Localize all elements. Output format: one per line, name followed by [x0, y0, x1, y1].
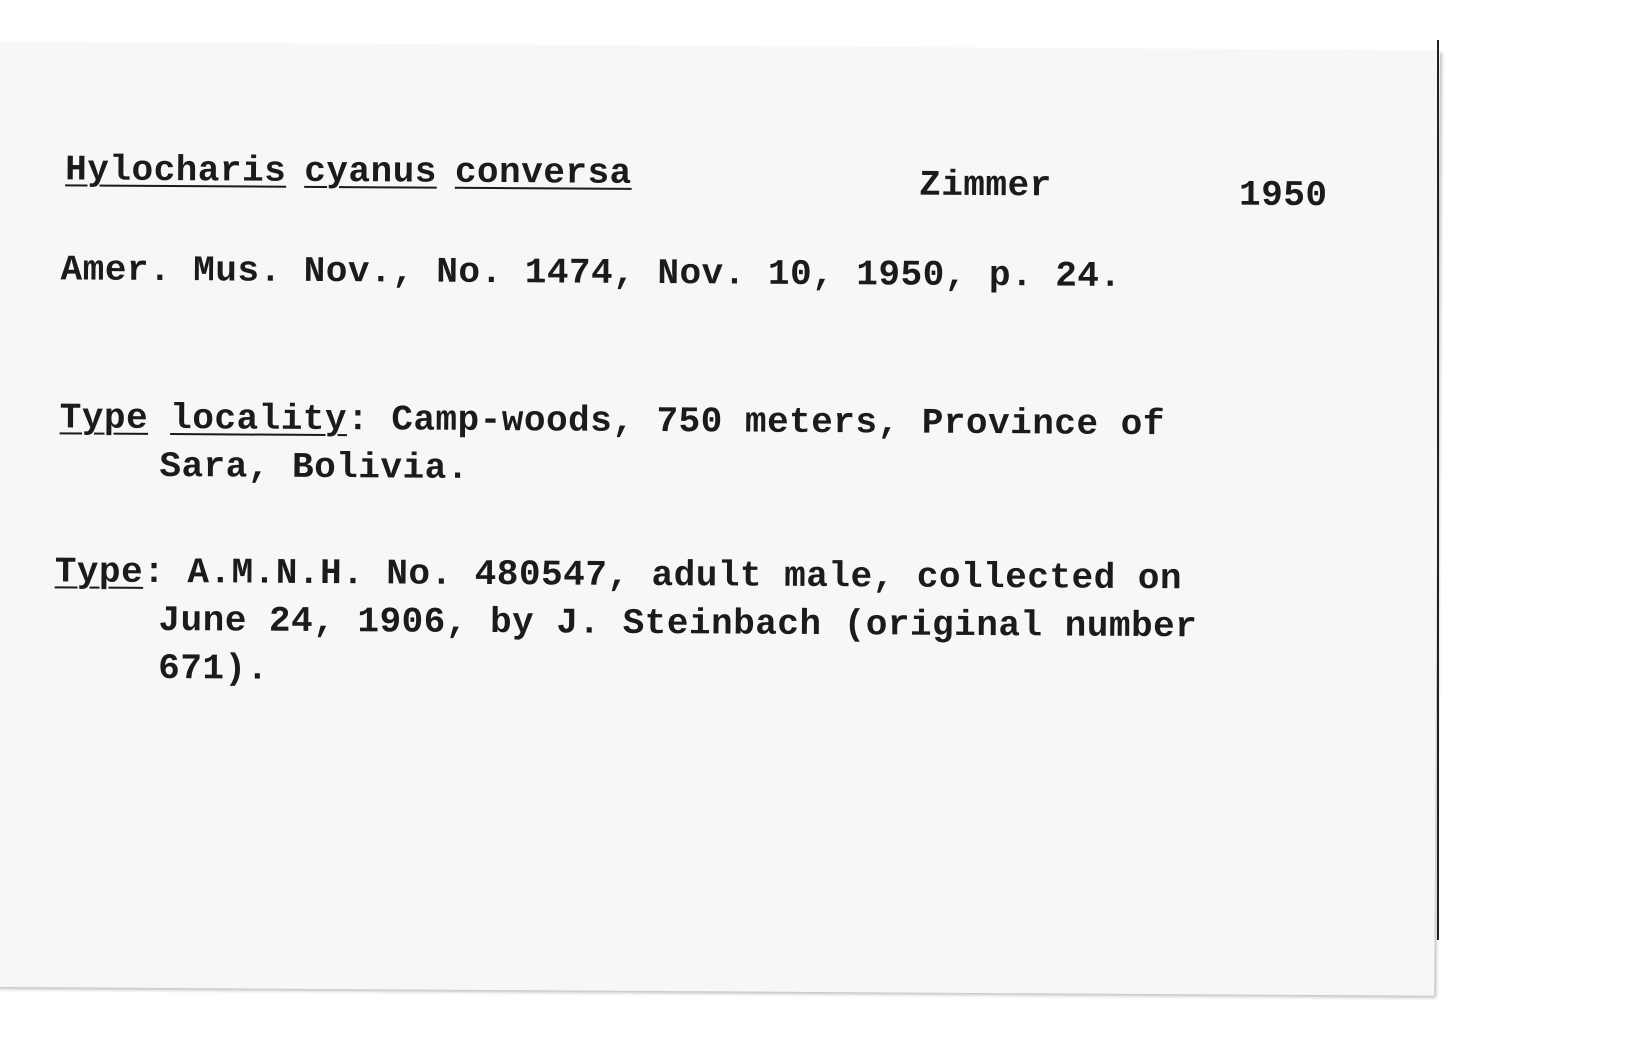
type-locality-separator: : [346, 399, 370, 441]
genus-name: Hylocharis [65, 149, 287, 192]
type-separator: : [143, 551, 166, 594]
taxon-year: 1950 [1238, 174, 1328, 217]
species-name: cyanus [304, 150, 438, 193]
type-specimen-line-3: 671). [158, 647, 269, 690]
index-card [0, 42, 1440, 996]
type-locality-line-2: Sara, Bolivia. [159, 445, 469, 489]
type-label: Type [54, 551, 144, 593]
publication-citation: Amer. Mus. Nov., No. 1474, Nov. 10, 1950, p. 24. [60, 249, 1122, 297]
type-specimen-line-1 [55, 550, 1183, 601]
type-locality-label-word-1: Type [59, 397, 149, 439]
subspecies-name: conversa [454, 151, 632, 194]
taxon-author: Zimmer [919, 164, 1052, 207]
type-locality-line-1 [60, 396, 1165, 447]
card-right-edge [1437, 40, 1439, 940]
taxon-name [65, 148, 632, 195]
type-locality-text-1: Camp-woods, 750 meters, Province of [391, 399, 1166, 446]
type-specimen-line-2: June 24, 1906, by J. Steinbach (original number [158, 599, 1198, 648]
type-locality-label-word-2: locality [170, 398, 348, 441]
type-text-1: A.M.N.H. No. 480547, adult male, collected on [187, 552, 1183, 600]
